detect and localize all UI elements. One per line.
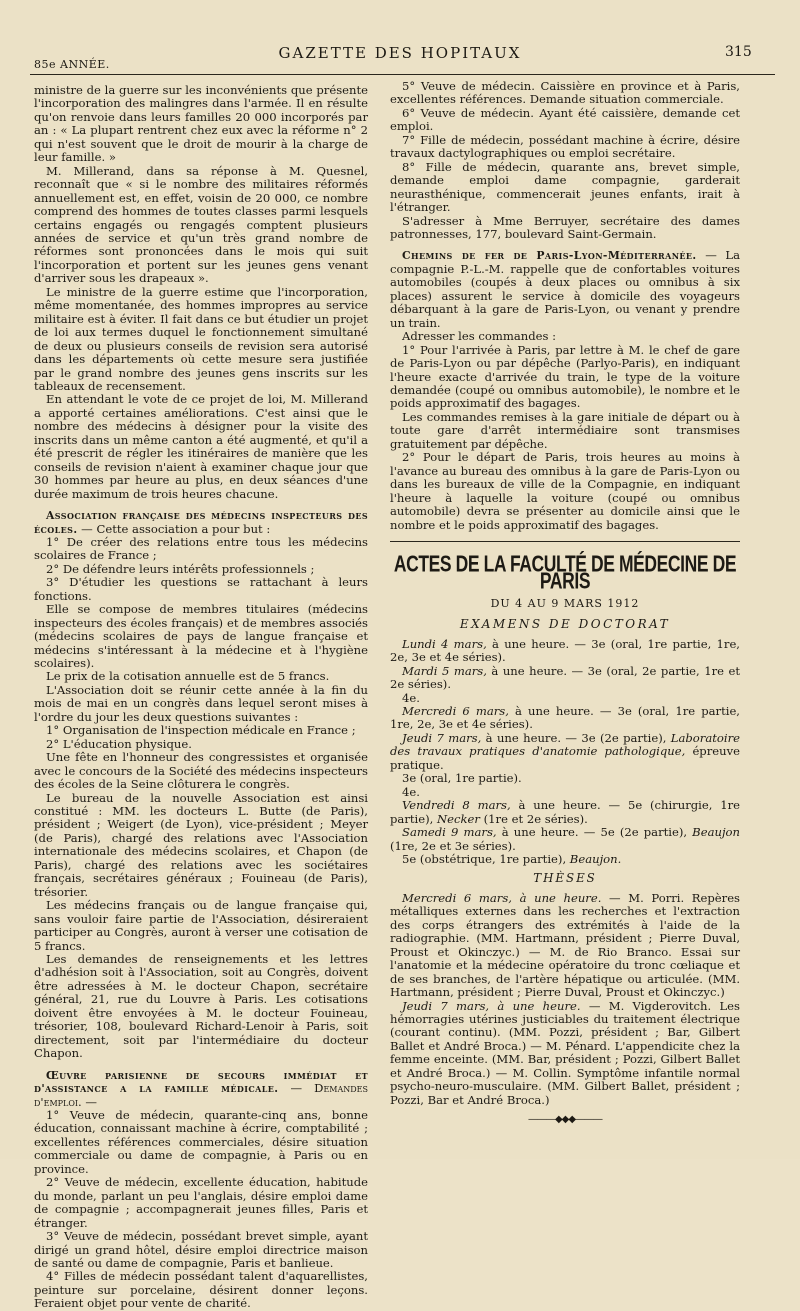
exam-entry: [390, 665, 740, 692]
paragraph: Elle se compose de membres titulaires (médecins inspecteurs des écoles français) et de membres associés (médecins scolaires de pays de langue française et médecins s'intéressant à la médecine et à l'hygiène scolaires).: [34, 602, 368, 671]
paragraph: S'adresser à Mme Berruyer, secrétaire des dames patronnesses, 177, boulevard Saint-Germain.: [390, 213, 740, 241]
section-subheading: — Demandes d'emploi. —: [34, 1081, 368, 1109]
paragraph: Le bureau de la nouvelle Association est ainsi constitué : MM. les docteurs L. Butte (de Paris), président ; Weigert (de Lyon), vice-président ; Meyer (de Paris), chargé des relations avec l'Association internationale des médecins scolaires, et Chapon (de Paris), chargé des relations avec les sociétaires français, secrétaires généraux ; Fouineau (de Paris), trésorier.: [34, 790, 368, 899]
paragraph: Le prix de la cotisation annuelle est de 5 francs.: [46, 669, 330, 684]
list-item: 3° Veuve de médecin, possédant brevet simple, ayant dirigé un grand hôtel, désire emploi directrice maison de santé ou dame de compagnie, Paris et banlieue.: [34, 1229, 368, 1270]
exam-detail: à une heure. — 5e (chirurgie, 1re partie),: [390, 798, 741, 826]
list-item: 1° De créer des relations entre tous les médecins scolaires de France ;: [34, 534, 368, 563]
exam-detail: épreuve pratique.: [390, 744, 741, 772]
exam-entry: [390, 732, 740, 772]
exam-detail: à une heure. — 3e (oral, 1re partie, 1re, 2e, 3e et 4e séries).: [390, 636, 740, 665]
paragraph: Les commandes remises à la gare initiale de départ ou à toute gare d'arrêt intermédiaire sont transmises gratuitement par dépêche.: [390, 409, 740, 451]
exam-entry: [390, 826, 740, 853]
exam-detail: à une heure. — 3e (2e partie),: [481, 730, 667, 745]
paragraph: Les demandes de renseignements et les lettres d'adhésion soit à l'Association, soit au Congrès, doivent être adressées à M. le docteur Chapon, secrétaire général, 21, rue du Louvre à Paris. Les cotisations doivent être envoyées à M. le docteur Fouineau, trésorier, 108, boulevard Richard-Lenoir à Paris, soit directement, soit par l'intermédiaire du docteur Chapon.: [34, 952, 368, 1061]
exam-location: Beaujon.: [566, 852, 622, 867]
plm-section: [390, 249, 740, 330]
section-heading: Chemins de fer de Paris-Lyon-Méditerranée.: [402, 249, 697, 263]
exam-detail: (1re, 2e et 3e séries).: [390, 838, 516, 853]
list-item: 6° Veuve de médecin. Ayant été caissière, demande cet emploi.: [390, 105, 740, 134]
paragraph: M. Millerand, dans sa réponse à M. Quesnel, reconnaît que « si le nombre des militaires réformés annuellement est, en effet, voisin de 20 000, ce nombre comprend des hommes de toutes classes parmi lesquels certains engagés ou rengagés comptent plusieurs années de service et qu'un très grand nombre de réformes sont prononcées dans le mois qui suit l'incorporation et portent sur les jeunes gens venant d'arriver sous les drapeaux ».: [34, 163, 368, 286]
list-item: 2° De défendre leurs intérêts professionnels ;: [46, 561, 315, 576]
list-item: 3° D'étudier les questions se rattachant à leurs fonctions.: [34, 575, 368, 603]
page-header: [0, 0, 800, 80]
exam-location: Necker: [433, 811, 480, 826]
paragraph: ministre de la guerre sur les inconvénients que présente l'incorporation des malingres dans l'armée. Il en résulte qu'on renvoie dans leurs familles 20 000 incorporés par an : « La plupart rentrent chez eux avec la réforme n° 2 qui n'est souvent que le droit de mourir à la charge de leur famille. »: [34, 83, 368, 165]
exam-day: Samedi 9 mars,: [402, 825, 497, 840]
end-ornament: ———◆◆◆———: [527, 1114, 603, 1126]
thesis-detail: — M. Vigderovitch. Les hémorragies utérines justiciables du traitement électrique (courant continu). (MM. Pozzi, président ; Bar, Gilbert Ballet et André Broca.) — M. Pénard. L'appendicite chez la femme enceinte. (MM. Bar, président ; Pozzi, Gilbert Ballet et André Broca.) — M. Collin. Symptôme infantile normal psycho-neuro-musculaire. (MM. Gilbert Ballet, président ; Pozzi, Bar et André Broca.): [390, 998, 740, 1107]
exam-entry: [390, 853, 740, 866]
exam-entry: [390, 799, 740, 826]
list-item: 2° L'éducation physique.: [46, 736, 192, 751]
association-section: [34, 509, 368, 536]
list-item: 8° Fille de médecin, quarante ans, brevet simple, demande emploi dame compagnie, garderait neurasthénique, commencerait jeunes enfants, irait à l'étranger.: [390, 159, 740, 215]
section-divider: [390, 541, 740, 542]
examens-title: EXAMENS DE DOCTORAT: [459, 617, 671, 632]
exam-detail: (1re et 2e séries).: [479, 811, 588, 826]
paragraph: Le ministre de la guerre estime que l'incorporation, même momentanée, des hommes impropres au service militaire est à éviter. Il fait dans ce but étudier un projet de loi aux termes duquel le fonctionnement simultané de deux ou plusieurs conseils de revision sera autorisé dans les départements où cette mesure sera justifiée par le grand nombre des jeunes gens inscrits sur les tableaux de recensement.: [34, 284, 368, 393]
exam-detail: à une heure. — 5e (2e partie),: [496, 825, 688, 840]
page-number: 315: [725, 44, 752, 60]
thesis-entry: [390, 1000, 740, 1108]
actes-date: DU 4 AU 9 MARS 1912: [490, 596, 640, 610]
paragraph: Les médecins français ou de langue française qui, sans vouloir faire partie de l'Association, désireraient participer au Congrès, auront à verser une cotisation de 5 francs.: [34, 898, 368, 953]
paragraph: Une fête en l'honneur des congressistes et organisée avec le concours de la Société des médecins inspecteurs des écoles de la Seine clôturera le congrès.: [34, 750, 368, 792]
right-column: [390, 80, 740, 1127]
list-item: 7° Fille de médecin, possédant machine à écrire, désire travaux dactylographiques ou emploi secrétaire.: [390, 132, 740, 161]
section-heading: Association française des médecins inspecteurs des écoles.: [34, 509, 368, 536]
exam-location: Beaujon: [687, 825, 740, 840]
paragraph: 1° Pour l'arrivée à Paris, par lettre à M. le chef de gare de Paris-Lyon ou par dépêche (Parlyo-Paris), en indiquant l'heure exacte d'arrivée du train, le type de la voiture demandée (coupé ou omnibus automobile), le nombre et le poids approximatif des bagages.: [390, 342, 740, 411]
exam-entry: 3e (oral, 1re partie).: [402, 771, 522, 786]
list-item: 2° Veuve de médecin, excellente éducation, habitude du monde, parlant un peu l'anglais, désire emploi dame de compagnie ; accompagnerait jeunes filles, Paris et étranger.: [34, 1175, 368, 1230]
exam-day: Mardi 5 mars,: [402, 663, 487, 678]
volume-year: 85e ANNÉE.: [34, 58, 110, 71]
section-intro: — La compagnie P.-L.-M. rappelle que de confortables voitures automobiles (coupés à deux places ou omnibus à six places) assurent le service à domicile des voyageurs débarquant à la gare de Paris-Lyon, ou venant y prendre un train.: [390, 248, 741, 330]
exam-detail: 5e (obstétrique, 1re partie),: [402, 852, 567, 867]
theses-title: THÈSES: [533, 871, 597, 886]
exam-detail: à une heure. — 3e (oral, 1re partie, 1re, 2e, 3e et 4e séries).: [390, 704, 740, 732]
exam-day: Mercredi 6 mars,: [402, 704, 509, 719]
list-item: 5° Veuve de médecin. Caissière en province et à Paris, excellentes références. Demande situation commerciale.: [390, 79, 740, 107]
exam-entry: 4e.: [402, 784, 420, 799]
exam-entry: [390, 705, 740, 732]
list-item: 4° Filles de médecin possédant talent d'aquarellistes, peinture sur porcelaine, désirent donner leçons. Feraient objet pour vente de charité.: [34, 1269, 368, 1311]
header-rule: [30, 74, 775, 75]
list-item: 1° Veuve de médecin, quarante-cinq ans, bonne éducation, connaissant machine à écrire, comptabilité ; excellentes références commerciales, désire situation commerciale ou dame de compagnie, à Paris ou en province.: [34, 1107, 368, 1176]
exam-location: Laboratoire des travaux pratiques d'anatomie pathologique,: [390, 730, 740, 759]
thesis-detail: — M. Porri. Repères métalliques externes dans les recherches et l'extraction des corps étrangers des extrémités à l'aide de la radiographie. (MM. Hartmann, président ; Pierre Duval, Proust et Okinczyc.) — M. de Rio Branco. Essai sur l'anatomie et la médecine opératoire du tronc cœliaque et de ses branches, de l'artère hépatique ou articulée. (MM. Hartmann, président ; Pierre Duval, Proust et Okinczyc.): [390, 890, 741, 1000]
paragraph: En attendant le vote de ce projet de loi, M. Millerand a apporté certaines améliorations. C'est ainsi que le nombre des médecins à désigner pour la visite des inscrits dans un même canton a été augmenté, et qu'il a été prescrit de régler les itinéraires de manière que les conseils de revision n'aient à examiner chaque jour que 30 hommes par heure au plus, en deux séances d'une durée maximum de trois heures chacune.: [34, 392, 368, 501]
paragraph: Adresser les commandes :: [402, 329, 557, 344]
section-heading: Œuvre parisienne de secours immédiat et d'assistance a la famille médicale.: [34, 1068, 368, 1096]
exam-day: Jeudi 7 mars,: [402, 730, 482, 745]
section-intro: — Cette association a pour but :: [77, 521, 271, 536]
exam-day: Lundi 4 mars,: [402, 636, 487, 651]
journal-title: GAZETTE DES HOPITAUX: [278, 44, 522, 62]
thesis-entry: [390, 892, 740, 1000]
thesis-day: Mercredi 6 mars, à une heure.: [402, 890, 602, 905]
actes-title: ACTES DE LA FACULTÉ DE MÉDECINE DE PARIS: [393, 550, 737, 595]
thesis-day: Jeudi 7 mars, à une heure.: [402, 998, 581, 1013]
exam-detail: à une heure. — 3e (oral, 2e partie, 1re et 2e séries).: [390, 663, 740, 692]
paragraph: L'Association doit se réunir cette année à la fin du mois de mai en un congrès dans lequel seront mises à l'ordre du jour les deux questions suivantes :: [34, 682, 368, 724]
exam-entry: 4e.: [402, 690, 420, 705]
left-column: [34, 84, 368, 1311]
exam-day: Vendredi 8 mars,: [402, 798, 511, 813]
list-item: 1° Organisation de l'inspection médicale en France ;: [46, 723, 356, 738]
exam-entry: [390, 638, 740, 665]
oeuvre-section: [34, 1069, 368, 1109]
paragraph: 2° Pour le départ de Paris, trois heures au moins à l'avance au bureau des omnibus à la gare de Paris-Lyon ou dans les bureaux de ville de la Compagnie, en indiquant l'heure à laquelle la voiture (coupé ou omnibus automobile) devra se présenter au domicile ainsi que le nombre et le poids approximatif des bagages.: [390, 450, 740, 532]
